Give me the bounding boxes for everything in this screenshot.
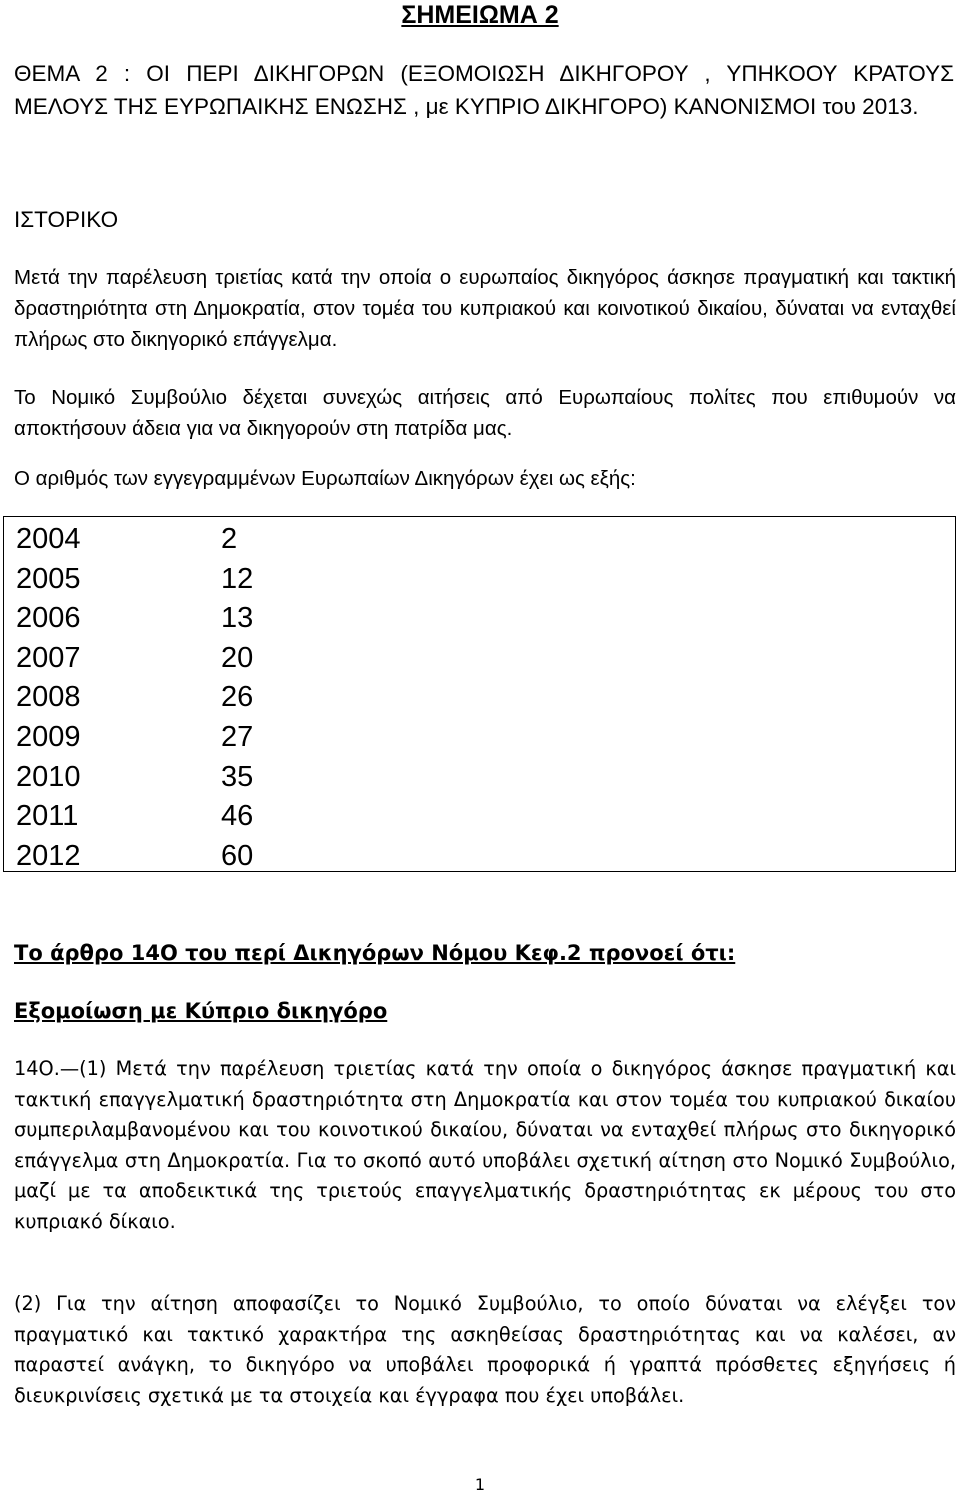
- law-paragraph-1: 14Ο.—(1) Μετά την παρέλευση τριετίας κατά την οποία ο δικηγόρος άσκησε πραγματική και τακτική επαγγελματική δραστηριότητα στη Δημοκρατία και στον τομέα του κυπριακού δικαίου συμπεριλαμβανομένου και του κοινοτικού δικαίου, δύναται να ενταχθεί πλήρως στο δικηγορικό επάγγελμα στη Δημοκρατία. Για το σκοπό αυτό υποβάλει σχετική αίτηση στο Νομικό Συμβούλιο, μαζί με τα αποδεικτικά της τριετούς επαγγελματικής δραστηριότητας εκ μέρους του στο κυπριακό δίκαιο.: [14, 1057, 956, 1233]
- registered-lawyers-table: [3, 516, 956, 872]
- year-cell: 2011: [16, 800, 79, 833]
- year-cell: 2009: [16, 721, 81, 753]
- paragraph-applications: Το Νομικό Συμβούλιο δέχεται συνεχώς αιτήσεις από Ευρωπαίους πολίτες που επιθυμούν να αποκτήσουν άδεια για να δικηγορούν στη πατρίδα μας.: [14, 386, 956, 440]
- count-cell: 13: [221, 602, 254, 635]
- year-cell: 2007: [16, 641, 81, 674]
- year-cell: 2006: [16, 602, 81, 635]
- law-paragraph-2: (2) Για την αίτηση αποφασίζει το Νομικό Συμβούλιο, το οποίο δύναται να ελέγξει τον πραγματικό και τακτικό χαρακτήρα της ασκηθείσας δραστηριότητας και να καλέσει, αν παραστεί ανάγκη, το δικηγόρο να υποβάλει προφορικά ή γραπτά πρόσθετες εξηγήσεις ή διευκρινίσεις σχετικά με τα στοιχεία και έγγραφα που έχει υποβάλει.: [14, 1292, 956, 1407]
- theme-heading: ΘΕΜΑ 2 : ΟΙ ΠΕΡΙ ΔΙΚΗΓΟΡΩΝ (ΕΞΟΜΟΙΩΣΗ ΔΙΚΗΓΟΡΟΥ , ΥΠΗΚΟΟΥ ΚΡΑΤΟΥΣ ΜΕΛΟΥΣ ΤΗΣ ΕΥΡΩΠΑΙΚΗΣ ΕΝΩΣΗΣ , με ΚΥΠΡΙΟ ΔΙΚΗΓΟΡΟ) ΚΑΝΟΝΙΣΜΟΙ του 2013.: [14, 61, 954, 119]
- count-cell: 2: [221, 523, 238, 555]
- year-cell: 2010: [16, 760, 81, 793]
- year-cell: 2004: [16, 523, 81, 555]
- year-cell: 2005: [16, 562, 81, 595]
- document-title: ΣΗΜΕΙΩΜΑ 2: [401, 1, 559, 29]
- article-subheading: Εξομοίωση με Κύπριο δικηγόρο: [14, 999, 388, 1023]
- paragraph-history: Μετά την παρέλευση τριετίας κατά την οποία ο ευρωπαίος δικηγόρος άσκησε πραγματική και τακτική δραστηριότητα στη Δημοκρατία, στον τομέα του κυπριακού και κοινοτικού δικαίου, δύναται να ενταχθεί πλήρως στο δικηγορικό επάγγελμα.: [14, 266, 956, 351]
- count-cell: 20: [221, 641, 254, 674]
- year-cell: 2008: [16, 681, 81, 714]
- count-cell: 27: [221, 721, 254, 753]
- year-cell: 2012: [16, 839, 81, 872]
- history-heading: ΙΣΤΟΡΙΚΟ: [14, 207, 119, 232]
- count-cell: 26: [221, 681, 254, 714]
- page-number: 1: [474, 1475, 486, 1494]
- count-cell: 46: [221, 800, 254, 833]
- count-cell: 12: [221, 562, 254, 595]
- count-cell: 35: [221, 760, 254, 793]
- paragraph-registered-intro: Ο αριθμός των εγγεγραμμένων Ευρωπαίων Δικηγόρων έχει ως εξής:: [14, 467, 636, 490]
- article-heading: Το άρθρο 14Ο του περί Δικηγόρων Νόμου Κεφ.2 προνοεί ότι:: [14, 941, 736, 965]
- count-cell: 60: [221, 839, 254, 872]
